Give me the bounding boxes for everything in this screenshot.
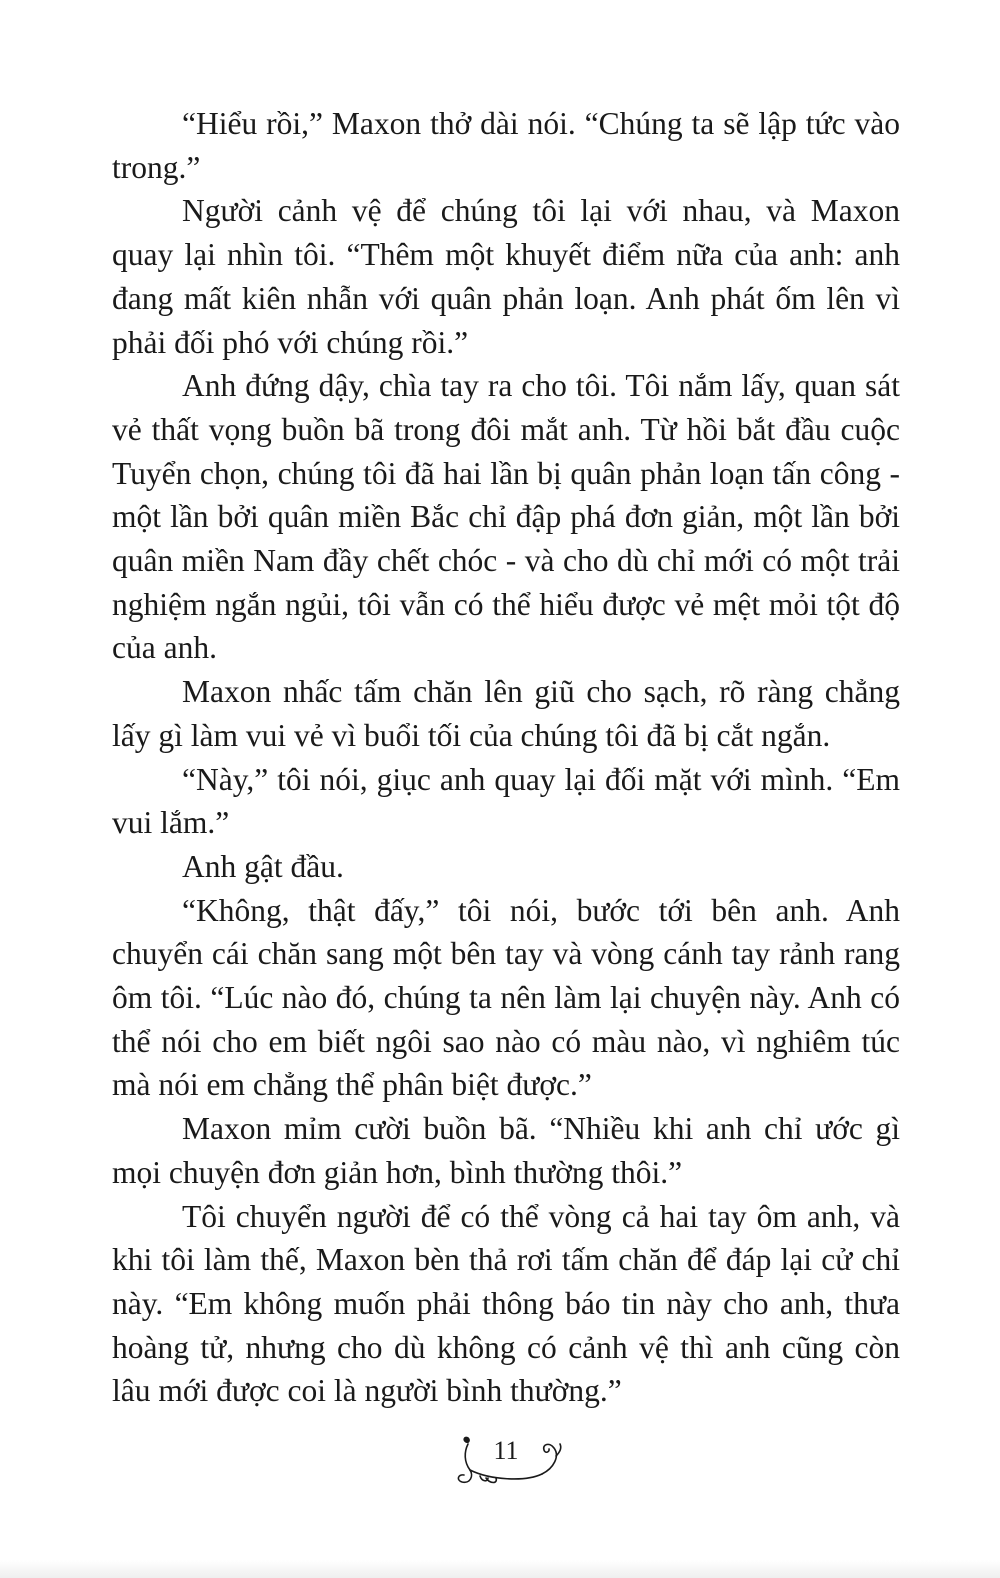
paragraph: Maxon nhấc tấm chăn lên giũ cho sạch, rõ ràng chẳng lấy gì làm vui vẻ vì buổi tối của chúng tôi đã bị cắt ngắn. xyxy=(112,674,900,753)
paragraph: “Không, thật đấy,” tôi nói, bước tới bên anh. Anh chuyển cái chăn sang một bên tay và vòng cánh tay rảnh rang ôm tôi. “Lúc nào đó, chúng ta nên làm lại chuyện này. Anh có thể nói cho em biết ngôi sao nào có màu nào, vì nghiêm túc mà nói em chẳng thể phân biệt được.” xyxy=(112,892,900,1103)
paragraph: Người cảnh vệ để chúng tôi lại với nhau, và Maxon quay lại nhìn tôi. “Thêm một khuyết điểm nữa của anh: anh đang mất kiên nhẫn với quân phản loạn. Anh phát ốm lên vì phải đối phó với chúng rồi.” xyxy=(112,193,900,360)
paragraph: Anh gật đầu. xyxy=(182,848,344,884)
body-text xyxy=(112,102,900,1413)
page-edge-shadow xyxy=(0,1560,1000,1578)
paragraph: Maxon mỉm cười buồn bã. “Nhiều khi anh chỉ ước gì mọi chuyện đơn giản hơn, bình thường thôi.” xyxy=(112,1111,900,1190)
paragraph: Anh đứng dậy, chìa tay ra cho tôi. Tôi nắm lấy, quan sát vẻ thất vọng buồn bã trong đôi mắt anh. Từ hồi bắt đầu cuộc Tuyển chọn, chúng tôi đã hai lần bị quân phản loạn tấn công - một lần bởi quân miền Bắc chỉ đập phá đơn giản, một lần bởi quân miền Nam đầy chết chóc - và cho dù chỉ mới có một trải nghiệm ngắn ngủi, tôi vẫn có thể hiểu được vẻ mệt mỏi tột độ của anh. xyxy=(112,368,900,666)
paragraph: “Này,” tôi nói, giục anh quay lại đối mặt với mình. “Em vui lắm.” xyxy=(112,761,900,841)
page-footer xyxy=(430,1430,580,1490)
page-number: 11 xyxy=(493,1436,519,1465)
paragraph: Tôi chuyển người để có thể vòng cả hai tay ôm anh, và khi tôi làm thế, Maxon bèn thả rơi tấm chăn để đáp lại cử chỉ này. “Em không muốn phải thông báo tin này cho anh, thưa hoàng tử, nhưng cho dù không có cảnh vệ thì anh cũng còn lâu mới được coi là người bình thường.” xyxy=(112,1198,900,1409)
paragraph: “Hiểu rồi,” Maxon thở dài nói. “Chúng ta sẽ lập tức vào trong.” xyxy=(112,106,900,185)
